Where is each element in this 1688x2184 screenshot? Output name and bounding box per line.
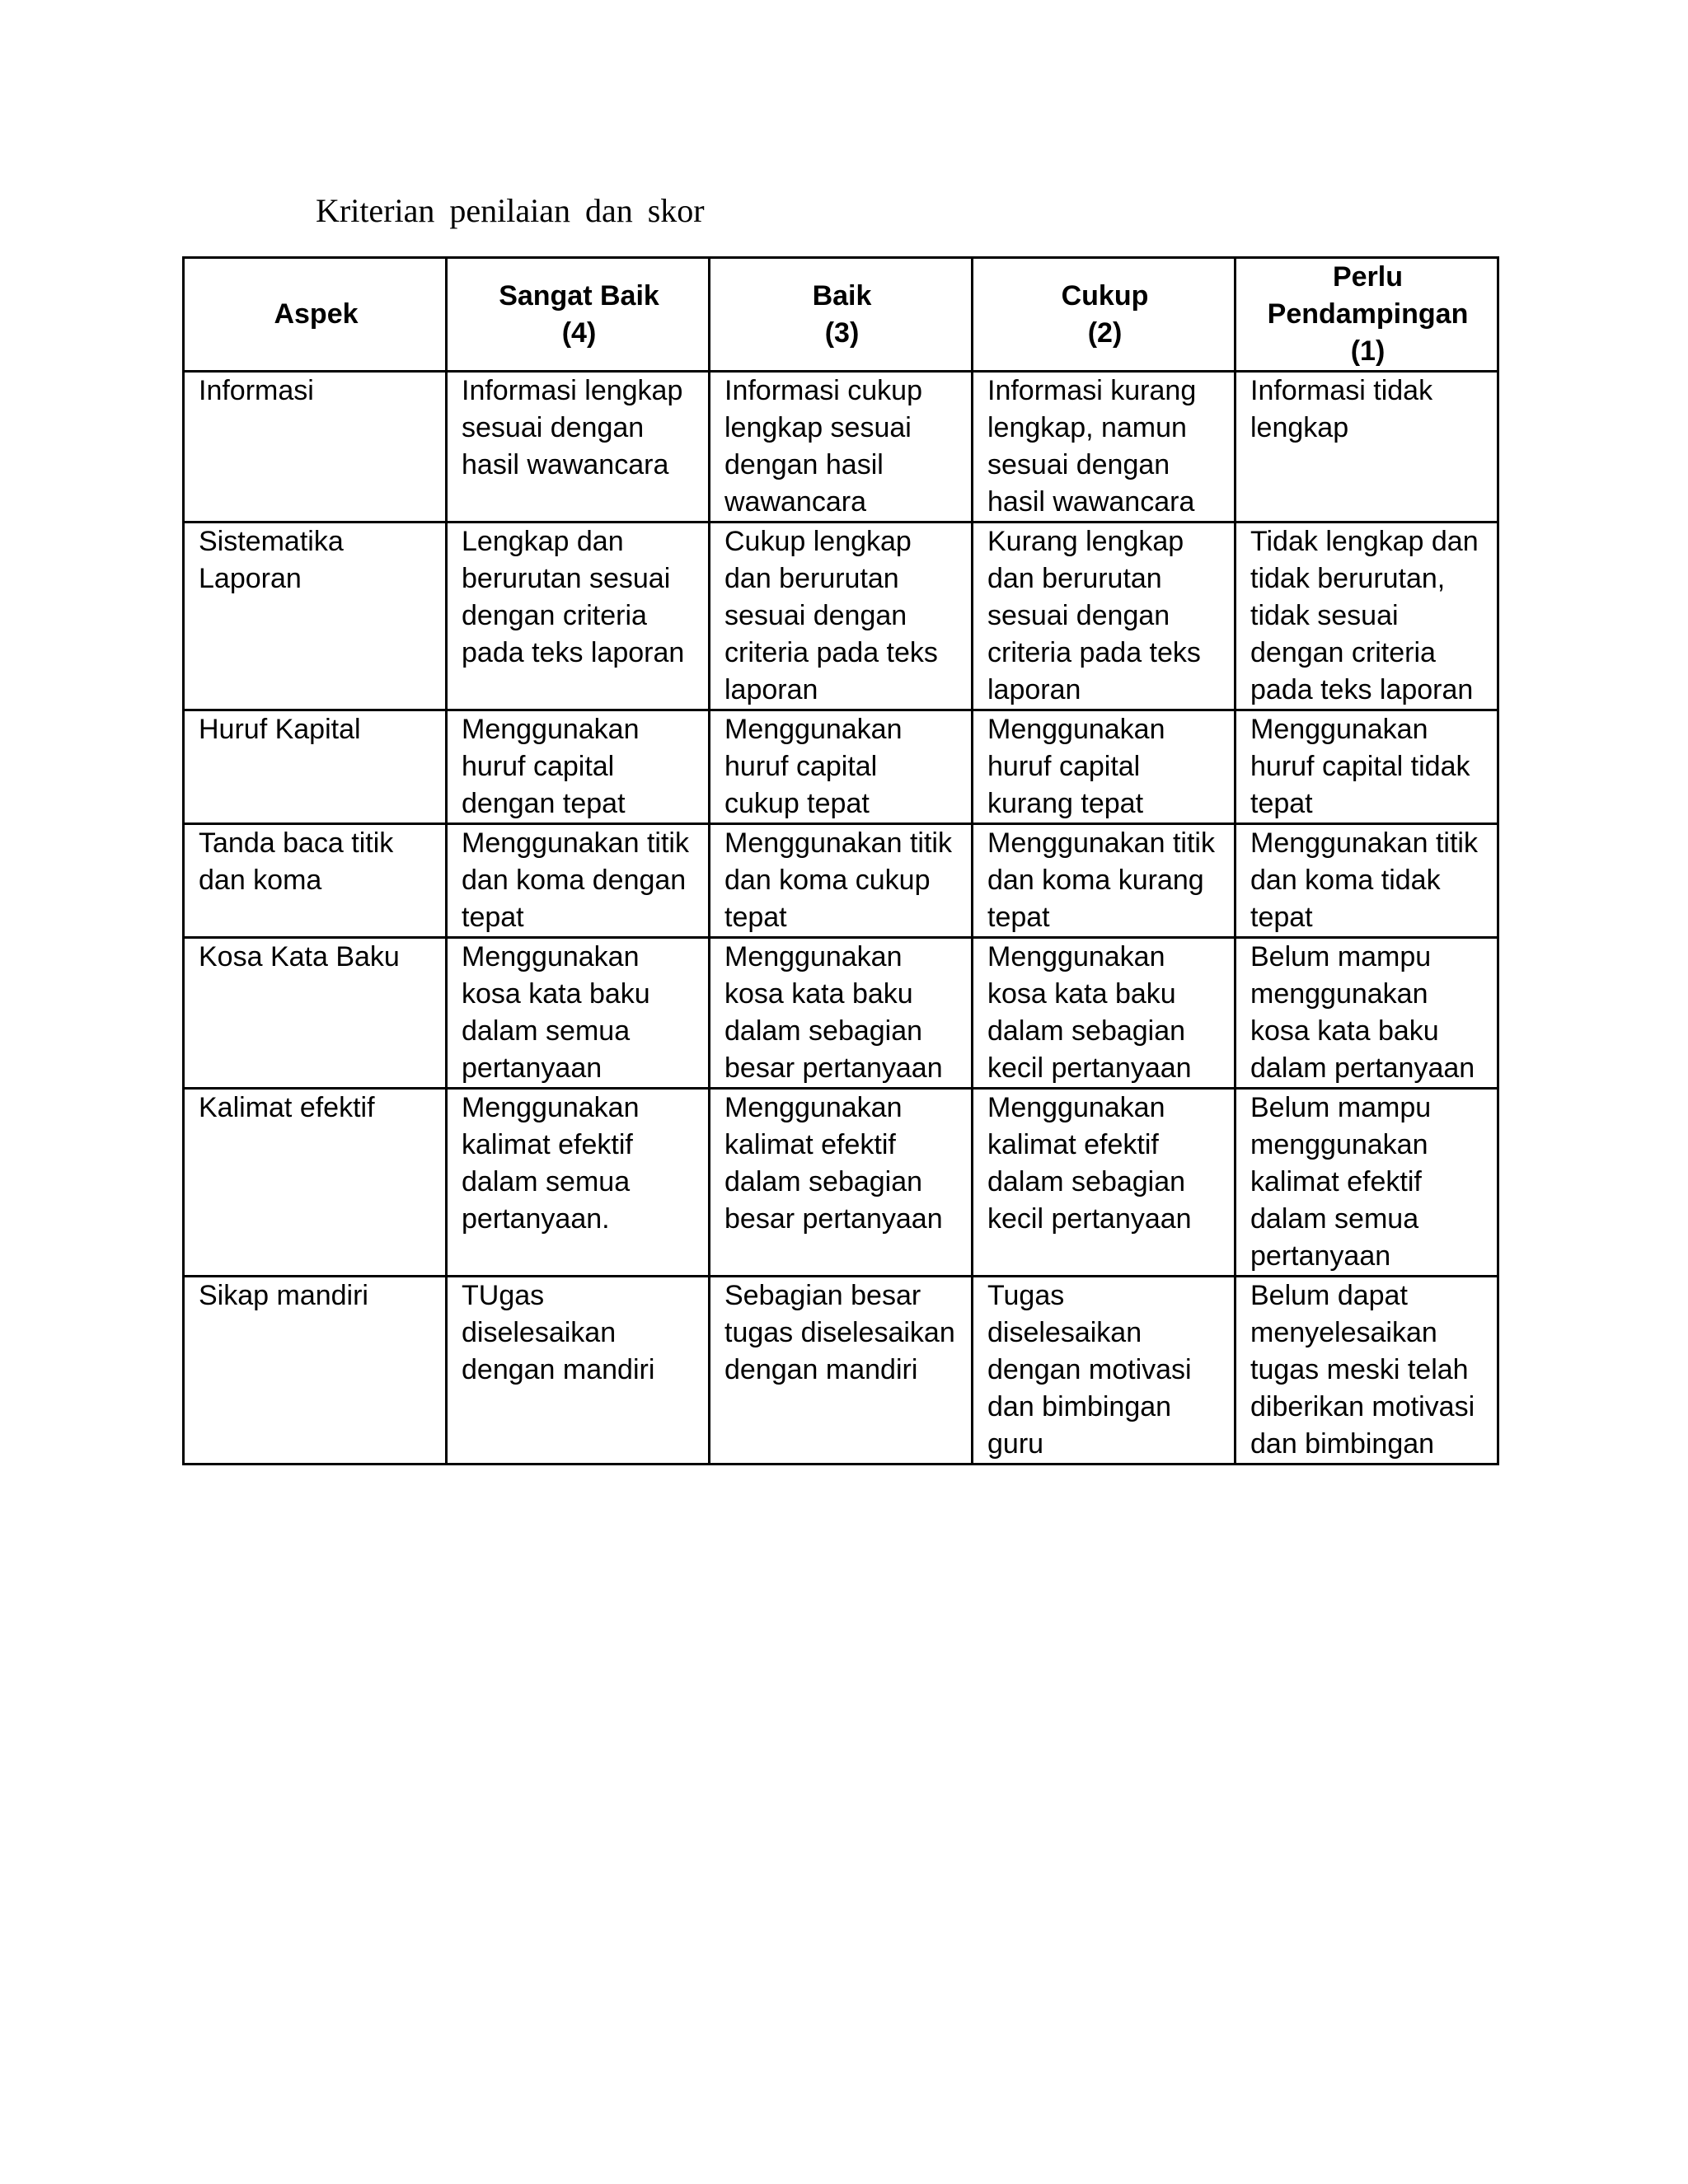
header-aspek: Aspek xyxy=(184,258,447,372)
page-title: Kriterian penilaian dan skor xyxy=(316,192,705,229)
score-4-cell: Lengkap dan berurutan sesuai dengan criteria pada teks laporan xyxy=(447,523,710,710)
score-2-cell: Tugas diselesaikan dengan motivasi dan bimbingan guru xyxy=(973,1277,1236,1465)
score-2-cell: Informasi kurang lengkap, namun sesuai dengan hasil wawancara xyxy=(973,372,1236,523)
score-2-cell: Menggunakan huruf capital kurang tepat xyxy=(973,710,1236,824)
score-2-cell: Menggunakan kalimat efektif dalam sebagian kecil pertanyaan xyxy=(973,1089,1236,1277)
aspek-cell: Sikap mandiri xyxy=(184,1277,447,1465)
rubric-table xyxy=(182,256,1499,1465)
score-4-cell: Menggunakan kosa kata baku dalam semua pertanyaan xyxy=(447,938,710,1089)
header-sangat-baik: Sangat Baik (4) xyxy=(447,258,710,372)
score-3-cell: Menggunakan kosa kata baku dalam sebagian besar pertanyaan xyxy=(710,938,973,1089)
score-1-cell: Menggunakan huruf capital tidak tepat xyxy=(1236,710,1498,824)
score-1-cell: Belum mampu menggunakan kosa kata baku dalam pertanyaan xyxy=(1236,938,1498,1089)
score-2-cell: Menggunakan titik dan koma kurang tepat xyxy=(973,824,1236,938)
aspek-cell: Kosa Kata Baku xyxy=(184,938,447,1089)
aspek-cell: Tanda baca titik dan koma xyxy=(184,824,447,938)
score-3-cell: Menggunakan huruf capital cukup tepat xyxy=(710,710,973,824)
score-1-cell: Tidak lengkap dan tidak berurutan, tidak sesuai dengan criteria pada teks laporan xyxy=(1236,523,1498,710)
score-2-cell: Menggunakan kosa kata baku dalam sebagian kecil pertanyaan xyxy=(973,938,1236,1089)
score-3-cell: Informasi cukup lengkap sesuai dengan hasil wawancara xyxy=(710,372,973,523)
header-baik: Baik (3) xyxy=(710,258,973,372)
score-3-cell: Menggunakan kalimat efektif dalam sebagian besar pertanyaan xyxy=(710,1089,973,1277)
aspek-cell: Sistematika Laporan xyxy=(184,523,447,710)
score-3-cell: Cukup lengkap dan berurutan sesuai dengan criteria pada teks laporan xyxy=(710,523,973,710)
header-perlu-pendampingan: Perlu Pendampingan (1) xyxy=(1236,258,1498,372)
table-row xyxy=(184,372,1498,523)
table-row xyxy=(184,523,1498,710)
table-row xyxy=(184,1277,1498,1465)
table-row xyxy=(184,938,1498,1089)
score-2-cell: Kurang lengkap dan berurutan sesuai dengan criteria pada teks laporan xyxy=(973,523,1236,710)
score-3-cell: Sebagian besar tugas diselesaikan dengan mandiri xyxy=(710,1277,973,1465)
score-4-cell: TUgas diselesaikan dengan mandiri xyxy=(447,1277,710,1465)
score-1-cell: Belum dapat menyelesaikan tugas meski telah diberikan motivasi dan bimbingan xyxy=(1236,1277,1498,1465)
score-4-cell: Informasi lengkap sesuai dengan hasil wawancara xyxy=(447,372,710,523)
table-row xyxy=(184,710,1498,824)
score-4-cell: Menggunakan titik dan koma dengan tepat xyxy=(447,824,710,938)
table-row xyxy=(184,824,1498,938)
score-3-cell: Menggunakan titik dan koma cukup tepat xyxy=(710,824,973,938)
score-1-cell: Menggunakan titik dan koma tidak tepat xyxy=(1236,824,1498,938)
aspek-cell: Informasi xyxy=(184,372,447,523)
score-1-cell: Belum mampu menggunakan kalimat efektif dalam semua pertanyaan xyxy=(1236,1089,1498,1277)
score-4-cell: Menggunakan huruf capital dengan tepat xyxy=(447,710,710,824)
table-row xyxy=(184,1089,1498,1277)
score-4-cell: Menggunakan kalimat efektif dalam semua pertanyaan. xyxy=(447,1089,710,1277)
aspek-cell: Kalimat efektif xyxy=(184,1089,447,1277)
table-header-row xyxy=(184,258,1498,372)
aspek-cell: Huruf Kapital xyxy=(184,710,447,824)
score-1-cell: Informasi tidak lengkap xyxy=(1236,372,1498,523)
header-cukup: Cukup (2) xyxy=(973,258,1236,372)
